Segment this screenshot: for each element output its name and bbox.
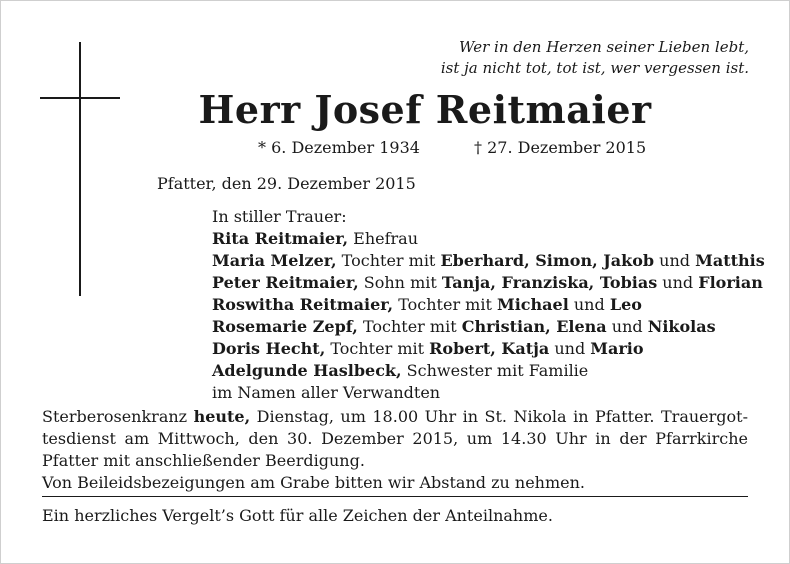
mourner-row xyxy=(212,228,765,250)
death-date: † 27. Dezember 2015 xyxy=(474,138,647,157)
mourner-relation: und xyxy=(657,273,699,292)
mourner-name: Adelgunde Haslbeck, xyxy=(212,361,402,380)
mourner-name: Peter Reitmaier, xyxy=(212,273,359,292)
memorial-motto xyxy=(441,37,749,79)
mourner-name: Nikolas xyxy=(647,317,716,336)
mourner-name: Rita Reitmaier, xyxy=(212,229,349,248)
divider xyxy=(42,496,748,497)
mourner-name: Christian, Elena xyxy=(461,317,607,336)
mourner-name: Eberhard, Simon, Jakob xyxy=(440,251,655,270)
mourner-name: Leo xyxy=(609,295,642,314)
mourner-row xyxy=(212,272,765,294)
funeral-line-1-post: Dienstag, um 18.00 Uhr in St. Nikola in Pfatter. Trauergot- xyxy=(250,407,748,426)
thanks-note: Ein herzliches Vergelt’s Gott für alle Zeichen der Anteilnahme. xyxy=(42,506,553,525)
mourning-closing: im Namen aller Verwandten xyxy=(212,383,441,402)
funeral-details xyxy=(42,406,748,472)
deceased-name: Herr Josef Reitmaier xyxy=(198,87,652,132)
mourner-relation: Tochter mit xyxy=(336,251,441,270)
motto-line-2: ist ja nicht tot, tot ist, wer vergessen ist. xyxy=(440,59,749,77)
mourner-relation: Ehefrau xyxy=(348,229,418,248)
funeral-line-2: tesdienst am Mittwoch, den 30. Dezember 2015, um 14.30 Uhr in der Pfarrkirche xyxy=(42,429,748,448)
mourner-relation: Tochter mit xyxy=(393,295,497,314)
mourner-relation: und xyxy=(606,317,648,336)
mourner-relation: Schwester mit Familie xyxy=(401,361,589,380)
mourner-row xyxy=(212,250,765,272)
funeral-line-1-bold: heute, xyxy=(193,407,251,426)
mourner-relation: Sohn mit xyxy=(358,273,442,292)
mourner-relation: und xyxy=(654,251,696,270)
mourner-row xyxy=(212,338,765,360)
place-and-date: Pfatter, den 29. Dezember 2015 xyxy=(157,174,416,193)
mourning-intro: In stiller Trauer: xyxy=(212,207,347,226)
cross-icon xyxy=(79,42,81,296)
mourners-list xyxy=(212,206,765,404)
mourner-name: Tanja, Franziska, Tobias xyxy=(441,273,658,292)
mourner-rows xyxy=(212,228,765,382)
mourner-row xyxy=(212,294,765,316)
mourner-relation: und xyxy=(568,295,610,314)
mourner-name: Maria Melzer, xyxy=(212,251,337,270)
motto-line-1: Wer in den Herzen seiner Lieben lebt, xyxy=(459,38,749,56)
funeral-line-3: Pfatter mit anschließender Beerdigung. xyxy=(42,451,365,470)
mourner-row xyxy=(212,316,765,338)
mourner-name: Rosemarie Zepf, xyxy=(212,317,358,336)
mourner-relation: Tochter mit xyxy=(325,339,430,358)
mourner-name: Mario xyxy=(590,339,644,358)
mourner-name: Michael xyxy=(496,295,569,314)
condolence-note: Von Beileidsbezeigungen am Grabe bitten wir Abstand zu nehmen. xyxy=(42,473,586,492)
mourner-name: Robert, Katja xyxy=(429,339,550,358)
mourner-name: Roswitha Reitmaier, xyxy=(212,295,394,314)
mourner-relation: Tochter mit xyxy=(357,317,462,336)
mourner-row xyxy=(212,360,765,382)
funeral-line-1-pre: Sterberosenkranz xyxy=(42,407,194,426)
funeral-line-1 xyxy=(42,406,748,428)
mourner-name: Florian xyxy=(698,273,763,292)
mourner-name: Matthis xyxy=(695,251,765,270)
birth-date: * 6. Dezember 1934 xyxy=(258,138,420,157)
mourner-name: Doris Hecht, xyxy=(212,339,326,358)
mourner-relation: und xyxy=(549,339,591,358)
